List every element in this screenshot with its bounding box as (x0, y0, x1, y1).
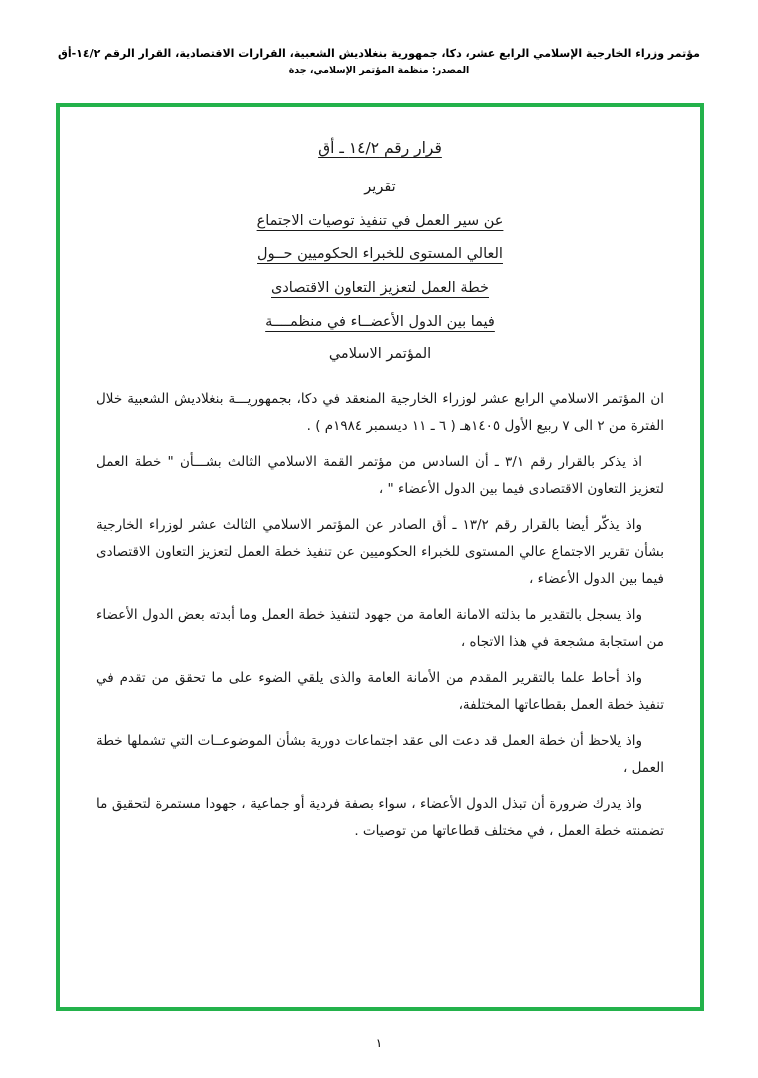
paragraph-7: واذ يدرك ضرورة أن تبذل الدول الأعضاء ، سواء بصفة فردية أو جماعية ، جهودا مستمرة لتحقيق ما تضمنته خطة العمل ، في مختلف قطاعاتها من توصيات . (96, 795, 664, 839)
page-number: ١ (375, 1036, 383, 1050)
paragraph-3: واذ يذكّر أيضا بالقرار رقم ١٣/٢ ـ أق الصادر عن المؤتمر الاسلامي الثالث عشر لوزراء الخارجية بشأن تقرير الاجتماع عالي المستوى للخبراء الحكوميين عن تنفيذ خطة العمل لتعزيز التعاون الاقتصادى فيما بين الدول الأعضاء ، (96, 516, 664, 587)
paragraph-5: واذ أحاط علما بالتقرير المقدم من الأمانة العامة والذى يلقي الضوء على ما تحقق من تقدم في تنفيذ خطة العمل بقطاعاتها المختلفة، (96, 669, 664, 713)
paragraph-4: واذ يسجل بالتقدير ما بذلته الامانة العامة من جهود لتنفيذ خطة العمل وما أبدته بعض الدول الأعضاء من استجابة مشجعة في هذا الاتجاه ، (96, 606, 664, 650)
document-body (60, 107, 700, 1007)
title-line-2: عن سير العمل في تنفيذ توصيات الاجتماع (256, 212, 504, 229)
paragraph-2: اذ يذكر بالقرار رقم ٣/١ ـ أن السادس من مؤتمر القمة الاسلامي الثالث بشـــأن " خطة العمل لتعزيز التعاون الاقتصادى فيما بين الدول الأعضاء " ، (96, 453, 664, 497)
title-line-4: خطة العمل لتعزيز التعاون الاقتصادى (271, 280, 489, 297)
organization-name: المؤتمر الاسلامي (328, 345, 432, 362)
green-border-frame (56, 103, 704, 1011)
title-line-3: العالي المستوى للخبراء الحكوميين حــول (257, 246, 503, 263)
title-line-1: تقرير (364, 179, 396, 195)
title-line-5: فيما بين الدول الأعضــاء في منظمــــة (265, 313, 495, 330)
resolution-number: قرار رقم ١٤/٢ ـ أق (318, 139, 442, 157)
document-header (0, 46, 758, 76)
header-title-line: مؤتمر وزراء الخارجية الإسلامي الرابع عشر، دكا، جمهورية بنغلاديش الشعبية، القرارات الاقتصادية، القرار الرقم ١٤/٢-أق (57, 47, 700, 60)
header-source-line: المصدر: منظمة المؤتمر الإسلامي، جدة (288, 65, 470, 77)
document-title-block (90, 173, 670, 338)
paragraph-6: واذ يلاحظ أن خطة العمل قد دعت الى عقد اجتماعات دورية بشأن الموضوعــات التي تشملها خطة العمل ، (96, 732, 664, 776)
paragraph-1: ان المؤتمر الاسلامي الرابع عشر لوزراء الخارجية المنعقد في دكا، بجمهوريـــة بنغلاديش الشعبية خلال الفترة من ٢ الى ٧ ربيع الأول ١٤٠٥هـ ( ٦ ـ ١١ ديسمبر ١٩٨٤م ) . (96, 390, 664, 434)
